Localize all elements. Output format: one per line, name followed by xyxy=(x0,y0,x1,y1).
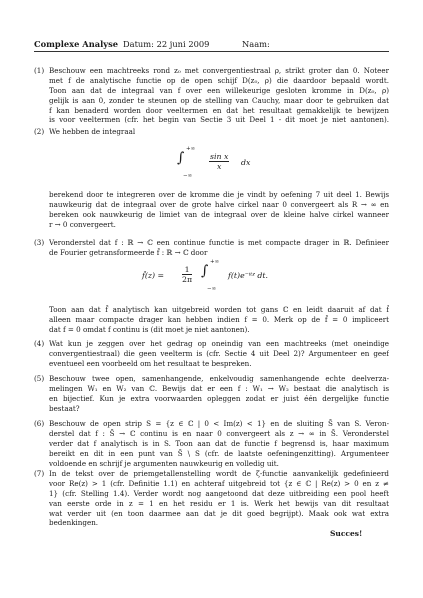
text-line: is voor veeltermen (cfr. het begin van Sectie 3 uit Deel 1 - dit moet je niet aantonen). xyxy=(49,115,389,125)
upper-limit: +∞ xyxy=(186,146,196,152)
question-number: (2) xyxy=(34,127,45,136)
text-line: Beschouw de open strip S = {z ∈ ℂ | 0 < Im(z) < 1} en de sluiting S̄ van S. Veron- xyxy=(49,419,389,428)
text-line: In de tekst over de priemgetallenstelling wordt de ζ-functie aanvankelijk gedefinieerd xyxy=(49,469,389,478)
text-line: f kan benaderd worden door veeltermen en dat het resultaat gemakkelijk te bewijzen xyxy=(49,105,389,115)
question-body xyxy=(49,339,389,369)
question-body xyxy=(49,190,389,230)
text-line: Toon aan dat f̂ analytisch kan uitgebreid worden tot gans ℂ en leidt daaruit af dat f̂ xyxy=(49,305,389,314)
coefficient-numerator: 1 xyxy=(182,265,192,275)
text-line: bedenkingen. xyxy=(49,518,99,528)
text-line: convergentiestraal) die geen veelterm is (cfr. Sectie 4 uit Deel 2)? Argumenteer en geef xyxy=(49,348,389,358)
text-line: wat verder uit (en toon daarmee aan dat je dit goed begrijpt). Maak ook wat extra xyxy=(49,508,389,518)
text-line: met f de analytische functie op de open schijf D(z₀, ρ) die daardoor bepaald wordt. xyxy=(49,75,389,85)
text-line: berekend door te integreren over de kromme die je vindt by oefening 7 uit deel 1. Bewijs xyxy=(49,190,389,199)
integrand: f(t)e⁻ⁱᵗᶻ dt. xyxy=(228,271,268,280)
question-body xyxy=(49,238,389,258)
question-number: (6) xyxy=(34,419,45,428)
question-body xyxy=(49,66,389,125)
text-line: voor Re(z) > 1 (cfr. Definitie 1.1) en achteraf uitgebreid tot {z ∈ ℂ | Re(z) > 0 en z ≠ xyxy=(49,478,389,488)
text-line: voldoende en schrijf je argumenten nauwkeurig en volledig uit. xyxy=(49,458,279,468)
closing-message: Succes! xyxy=(330,529,363,538)
fourier-formula xyxy=(142,259,302,299)
question-number: (7) xyxy=(34,469,45,478)
text-line: en bijectief. Kun je extra voorwaarden opleggen zodat er juist één dergelijke functie xyxy=(49,393,389,403)
course-title: Complexe Analyse xyxy=(34,39,119,49)
text-line: Wat kun je zeggen over het gedrag op oneindig van een machtreeks (met oneindige xyxy=(49,339,389,348)
text-line: bereken ook nauwkeurig de limiet van de integraal over de kleine halve cirkel wanneer xyxy=(49,209,389,219)
text-line: r → 0 convergeert. xyxy=(49,219,116,229)
question-number: (5) xyxy=(34,374,45,383)
text-line: 1} (cfr. Stelling 1.4). Verder wordt nog aangetoond dat deze uitbreiding een pool heeft xyxy=(49,488,389,498)
denominator: x xyxy=(217,162,222,171)
question-body xyxy=(49,469,389,528)
text-line: bestaat? xyxy=(49,403,80,413)
lower-limit: −∞ xyxy=(183,173,193,179)
question-body xyxy=(49,374,389,414)
lhs: f̂(z) = xyxy=(142,271,165,280)
upper-limit: +∞ xyxy=(210,259,220,265)
text-line: Veronderstel dat f : ℝ → ℂ een continue functie is met compacte drager in ℝ. Definieer xyxy=(49,238,389,247)
lower-limit: −∞ xyxy=(207,286,217,292)
text-line: Beschouw een machtreeks rond z₀ met convergentiestraal ρ, strikt groter dan 0. Noteer xyxy=(49,66,389,75)
numerator: sin x xyxy=(210,152,229,161)
name-label: Naam: xyxy=(242,39,270,49)
text-line: melingen W₁ en W₂ van ℂ. Bewijs dat er een f : W₁ → W₂ bestaat die analytisch is xyxy=(49,383,389,393)
coefficient-denominator: 2π xyxy=(182,275,193,284)
differential: dx xyxy=(241,158,251,167)
text-line: We hebben de integraal xyxy=(49,127,136,136)
text-line: Beschouw twee open, samenhangende, enkelvoudig samenhangende echte deelverza- xyxy=(49,374,389,383)
text-line: bereikt en dit in een punt van S̄ \ S (cfr. de laatste oefeningenzitting). Argumenteer xyxy=(49,448,389,458)
header xyxy=(34,39,389,51)
question-number: (1) xyxy=(34,66,45,75)
integral-formula xyxy=(177,146,267,186)
integral-sign: ∫ xyxy=(177,150,185,166)
text-line: eventueel een voorbeeld om het resultaat te bespreken. xyxy=(49,358,252,368)
integral-sign: ∫ xyxy=(201,263,209,279)
text-line: dat f = 0 omdat f continu is (dit moet je niet aantonen). xyxy=(49,324,250,334)
question-body xyxy=(49,127,389,137)
exam-date: Datum: 22 juni 2009 xyxy=(123,39,210,49)
question-number: (3) xyxy=(34,238,45,247)
fraction xyxy=(209,152,229,171)
coefficient xyxy=(182,265,192,284)
question-number: (4) xyxy=(34,339,45,348)
text-line: derstel dat f : S̄ → ℂ continu is en naar 0 convergeert als z → ∞ in S̄. Veronderstel xyxy=(49,428,389,438)
text-line: verder dat f analytisch is in S. Toon aan dat de functie f begrensd is, haar maximum xyxy=(49,438,389,448)
text-line: alleen maar compacte drager kan hebben indien f = 0. Merk op de f̂ = 0 impliceert xyxy=(49,314,389,324)
text-line: gelijk is aan 0, zonder te steunen op de stelling van Cauchy, maar door te gebruiken dat xyxy=(49,95,389,105)
question-body xyxy=(49,419,389,468)
header-divider xyxy=(34,51,389,52)
question-body xyxy=(49,305,389,335)
text-line: van eerste orde in z = 1 en het residu er 1 is. Werk het bewijs van dit resultaat xyxy=(49,498,389,508)
text-line: Toon aan dat de integraal van f over een willekeurige gesloten kromme in D(z₀, ρ) xyxy=(49,85,389,95)
text-line: de Fourier getransformeerde f̂ : ℝ → ℂ door xyxy=(49,247,208,257)
text-line: nauwkeurig dat de integraal over de grote halve cirkel naar 0 convergeert als R → ∞ en xyxy=(49,199,389,209)
